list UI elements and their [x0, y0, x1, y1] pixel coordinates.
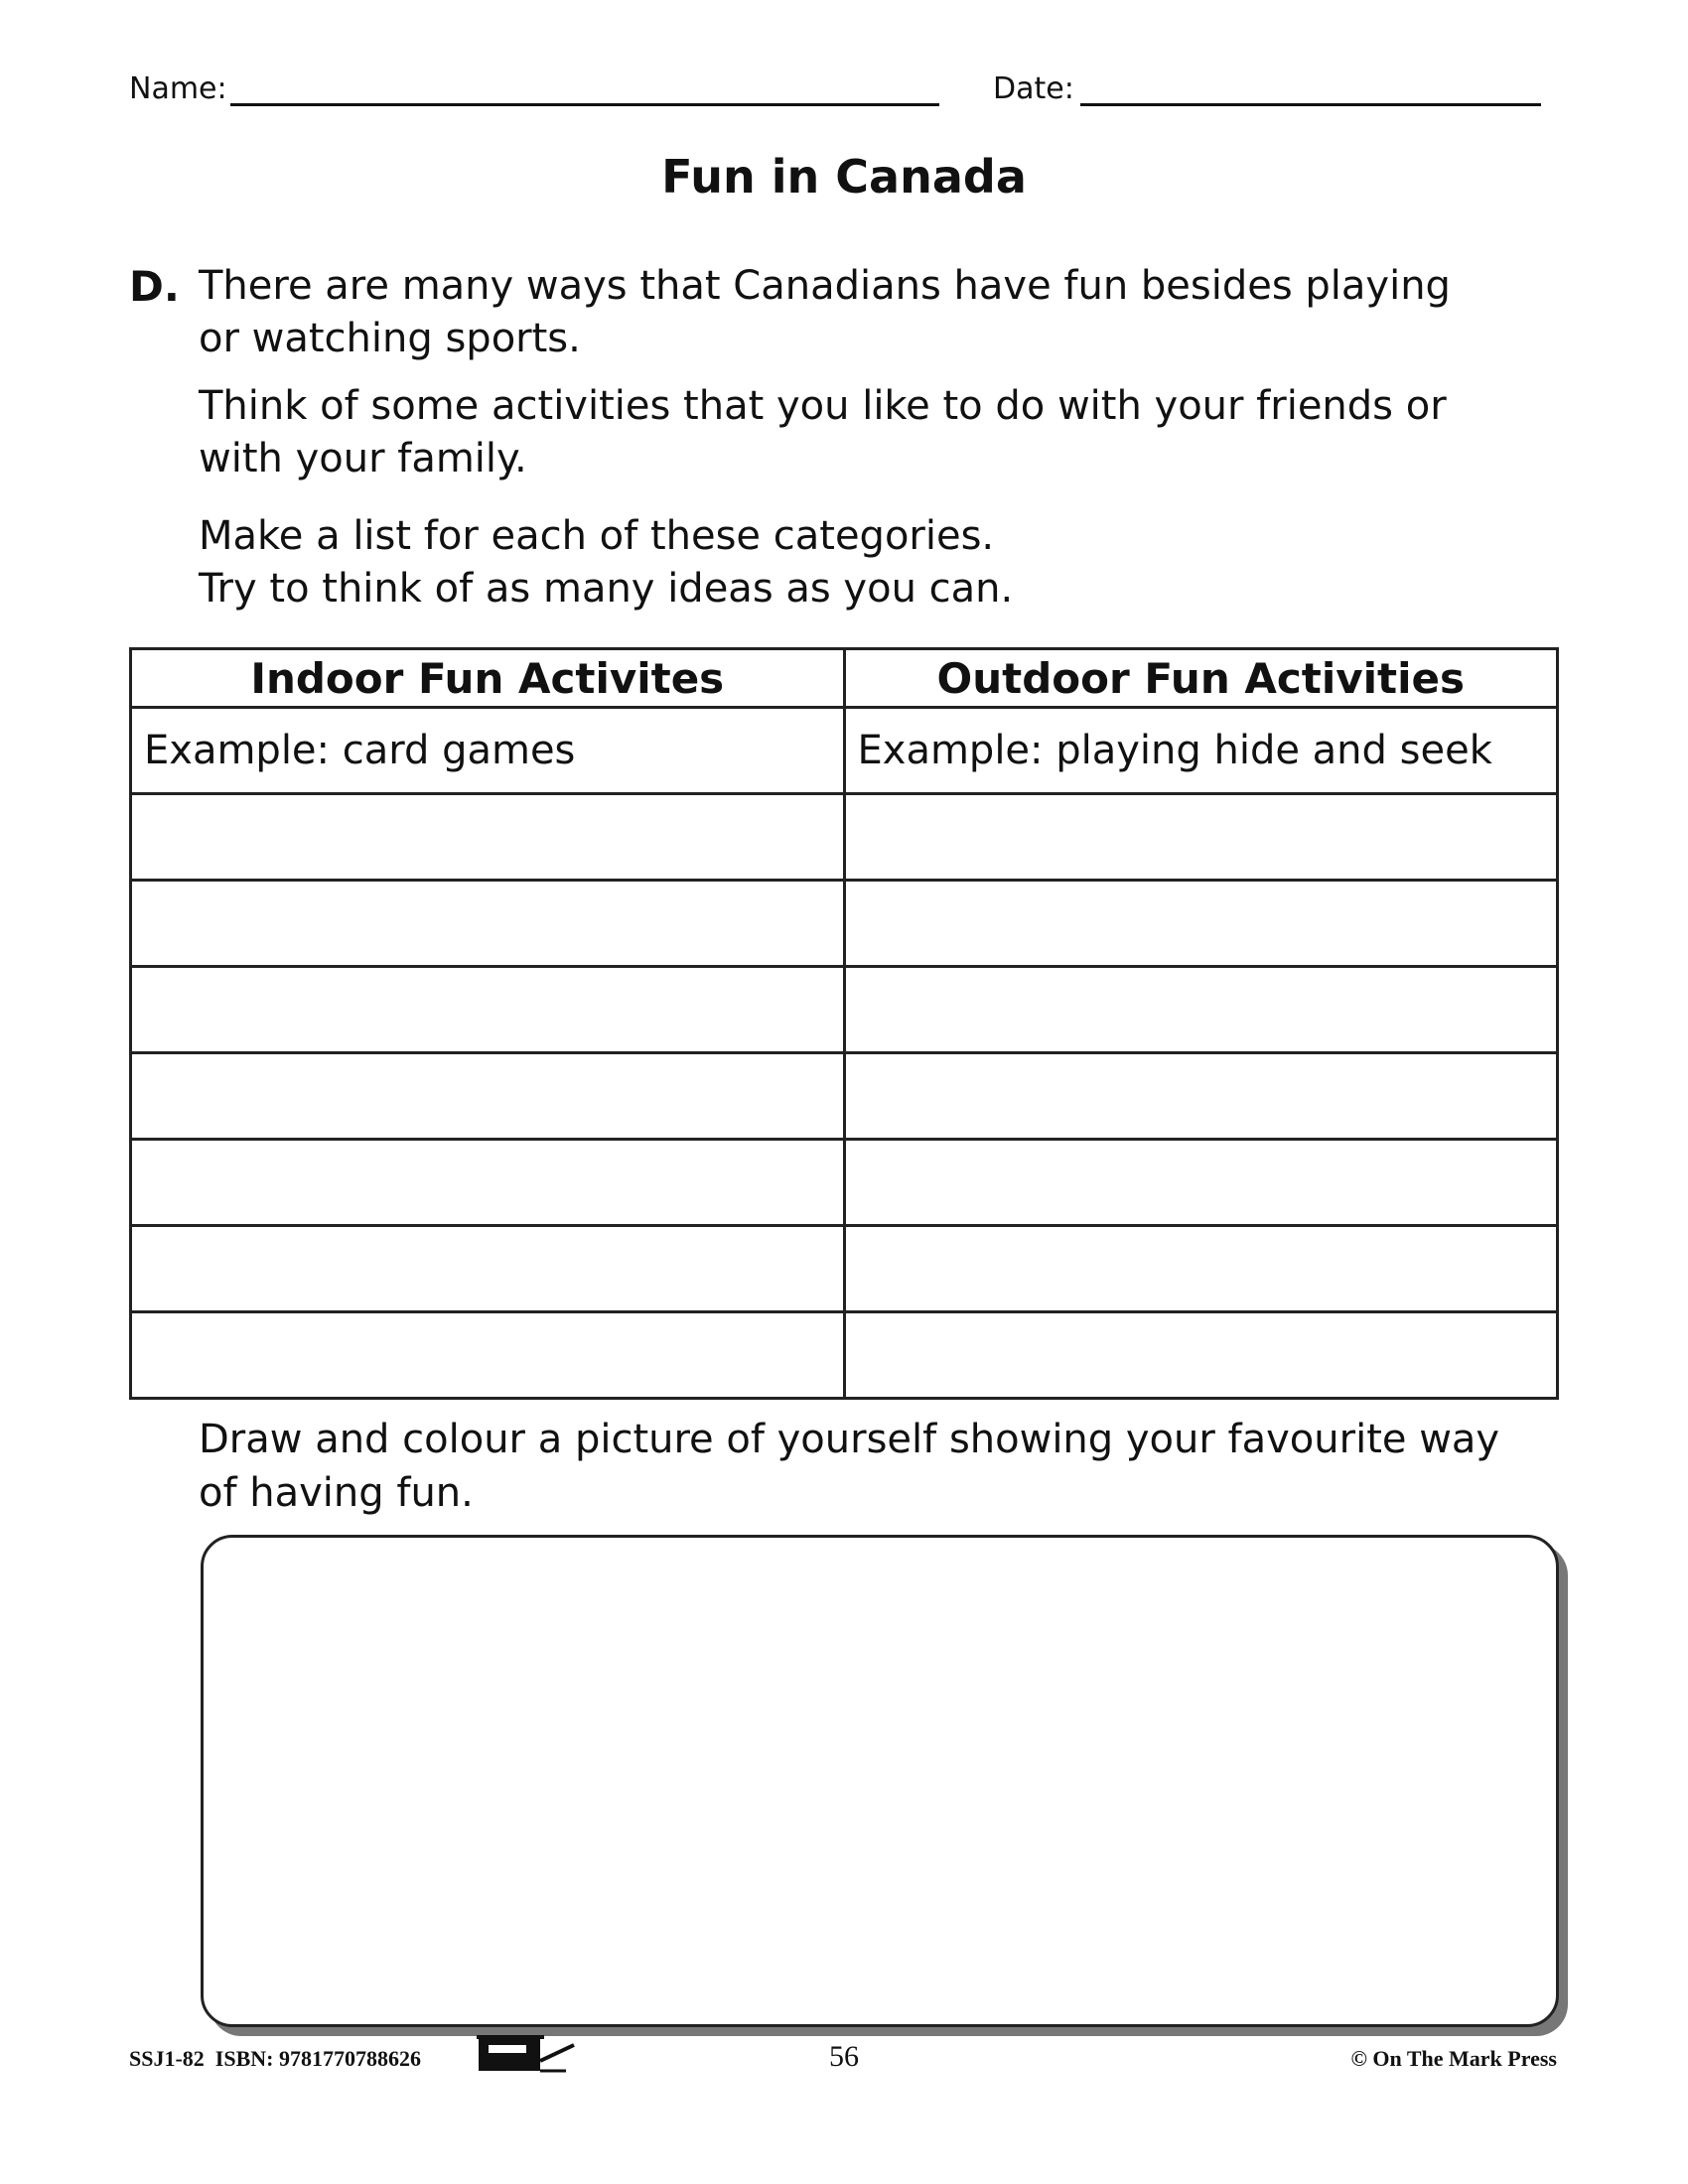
indoor-example: Example: card games — [131, 708, 845, 794]
list-line-2: Try to think of as many ideas as you can. — [199, 566, 1014, 612]
table-row — [131, 967, 1558, 1053]
example-row — [131, 708, 1558, 794]
intro-line-2: or watching sports. — [199, 316, 581, 361]
drawing-instruction-1: Draw and colour a picture of yourself showing your favourite way — [199, 1417, 1500, 1462]
name-field[interactable] — [230, 103, 939, 106]
copyright: © On The Mark Press — [1350, 2046, 1557, 2071]
think-line-2: with your family. — [199, 436, 527, 481]
outdoor-entry-cell[interactable] — [844, 967, 1558, 1053]
indoor-entry-cell[interactable] — [131, 1053, 845, 1140]
think-line-1: Think of some activities that you like to do with your friends or — [199, 383, 1447, 429]
table-row — [131, 1053, 1558, 1140]
list-line-1: Make a list for each of these categories. — [199, 513, 995, 559]
drawing-instruction-2: of having fun. — [199, 1470, 474, 1516]
page-title: Fun in Canada — [661, 150, 1027, 204]
indoor-entry-cell[interactable] — [131, 967, 845, 1053]
date-label: Date: — [993, 71, 1074, 106]
table-row — [131, 794, 1558, 881]
indoor-entry-cell[interactable] — [131, 794, 845, 881]
date-field[interactable] — [1080, 103, 1541, 106]
outdoor-entry-cell[interactable] — [844, 1140, 1558, 1226]
footer-isbn: ISBN: 9781770788626 — [214, 2046, 421, 2071]
outdoor-header: Outdoor Fun Activities — [844, 649, 1558, 708]
table-header-row — [131, 649, 1558, 708]
table-row — [131, 1312, 1558, 1399]
indoor-header: Indoor Fun Activites — [131, 649, 845, 708]
table-row — [131, 1226, 1558, 1312]
indoor-entry-cell[interactable] — [131, 1226, 845, 1312]
outdoor-entry-cell[interactable] — [844, 1053, 1558, 1140]
section-letter: D. — [129, 262, 180, 311]
page-number: 56 — [829, 2040, 859, 2073]
name-label: Name: — [129, 71, 227, 106]
drawing-area[interactable] — [201, 1535, 1559, 2027]
footer-code: SSJ1-82 — [129, 2046, 205, 2071]
outdoor-example: Example: playing hide and seek — [844, 708, 1558, 794]
indoor-entry-cell[interactable] — [131, 881, 845, 967]
outdoor-entry-cell[interactable] — [844, 881, 1558, 967]
table-row — [131, 881, 1558, 967]
outdoor-entry-cell[interactable] — [844, 1226, 1558, 1312]
indoor-entry-cell[interactable] — [131, 1312, 845, 1399]
outdoor-entry-cell[interactable] — [844, 794, 1558, 881]
activities-table — [129, 647, 1559, 1400]
table-row — [131, 1140, 1558, 1226]
indoor-entry-cell[interactable] — [131, 1140, 845, 1226]
intro-line-1: There are many ways that Canadians have fun besides playing — [199, 263, 1451, 309]
outdoor-entry-cell[interactable] — [844, 1312, 1558, 1399]
